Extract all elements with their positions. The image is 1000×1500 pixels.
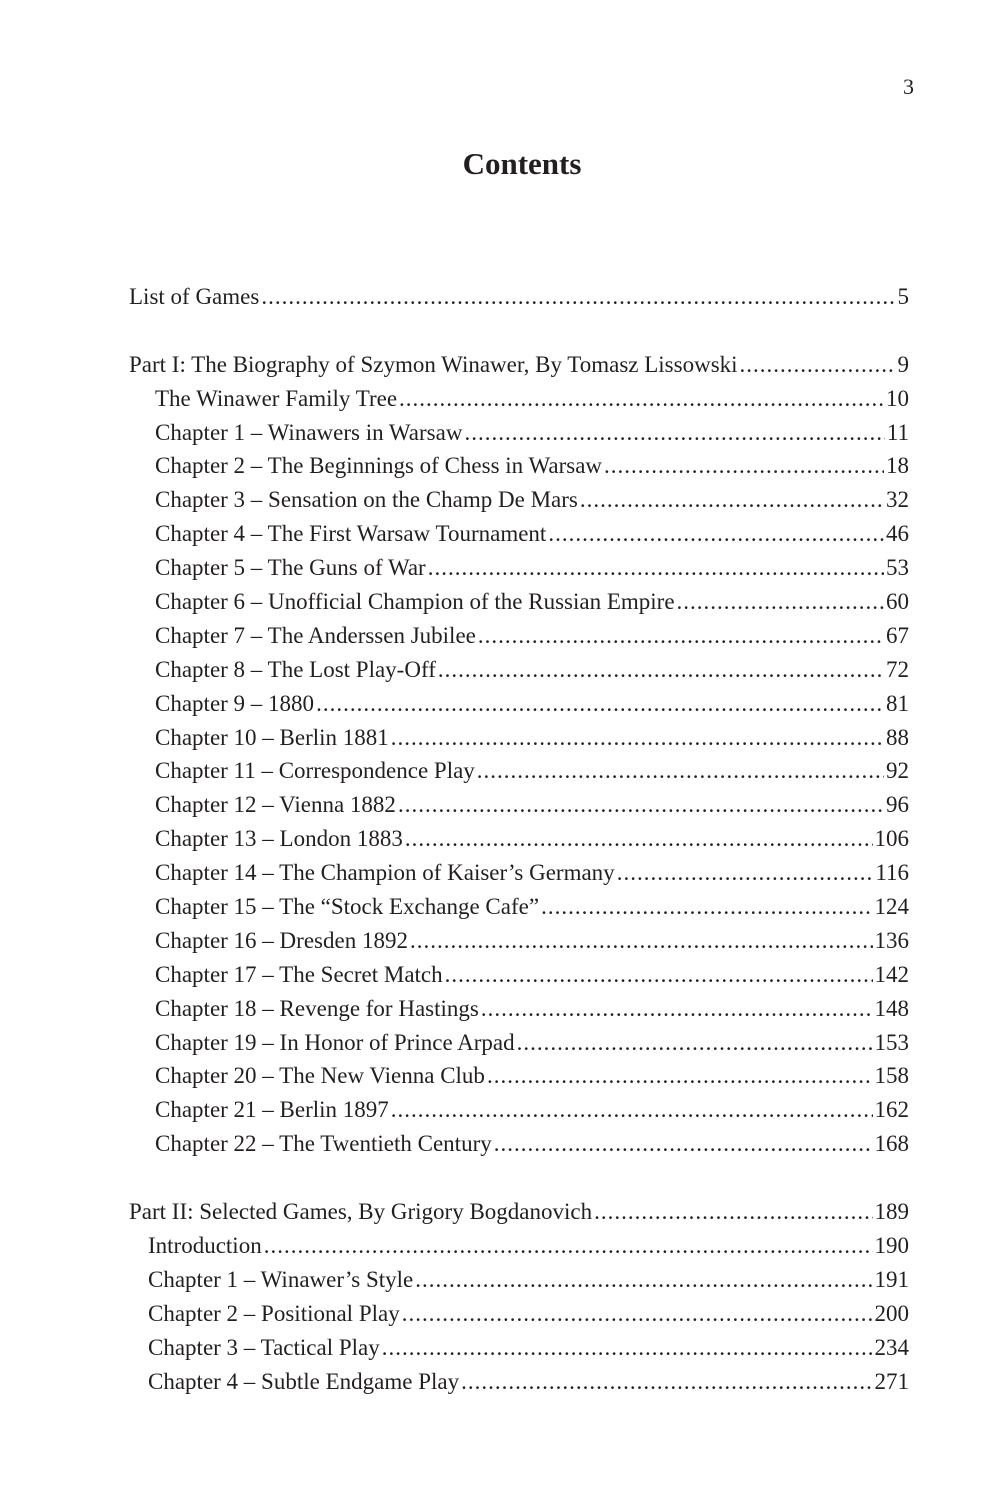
toc-entry[interactable] — [129, 551, 909, 585]
dot-leader — [541, 890, 872, 924]
toc-entry-page: 191 — [874, 1266, 909, 1292]
dot-leader — [740, 348, 896, 382]
toc-entry-label: Part I: The Biography of Szymon Winawer, By Tomasz Lissowski — [129, 351, 738, 377]
toc-entry[interactable] — [129, 992, 909, 1026]
toc-entry-page: 72 — [886, 656, 909, 682]
toc-entry[interactable] — [129, 449, 909, 483]
toc-entry-label: List of Games — [129, 284, 260, 309]
toc-entry-label: Chapter 4 – Subtle Endgame Play — [148, 1368, 460, 1394]
toc-entry-label: Chapter 6 – Unofficial Champion of the Russian Empire — [155, 589, 675, 615]
dot-leader — [261, 280, 895, 314]
dot-leader — [594, 1195, 872, 1229]
toc-entry-page: 153 — [874, 1029, 909, 1055]
toc-entry[interactable] — [129, 788, 909, 822]
toc-entry-page: 10 — [886, 385, 909, 411]
toc-entry[interactable] — [129, 1195, 909, 1229]
toc-entry-page: 46 — [886, 521, 909, 547]
toc-entry[interactable] — [129, 1365, 909, 1399]
toc-entry-page: 11 — [886, 419, 909, 445]
toc-entry-page: 124 — [874, 894, 909, 920]
toc-entry-label: Chapter 1 – Winawer’s Style — [148, 1266, 414, 1292]
toc-entry-label: Introduction — [148, 1232, 262, 1258]
toc-entry[interactable] — [129, 958, 909, 992]
toc-entry-page: 81 — [886, 690, 909, 716]
toc-entry-label: Chapter 7 – The Anderssen Jubilee — [155, 622, 476, 648]
toc-entry-label: Chapter 4 – The First Warsaw Tournament — [155, 521, 547, 547]
toc-entry[interactable] — [129, 822, 909, 856]
toc-entry-page: 271 — [874, 1368, 909, 1394]
toc-entry-label: Chapter 3 – Tactical Play — [148, 1334, 380, 1360]
toc-entry[interactable] — [129, 517, 909, 551]
toc-entry-page: 5 — [897, 284, 909, 309]
toc-entry-label: Chapter 1 – Winawers in Warsaw — [155, 419, 463, 445]
toc-entry-page: 18 — [886, 453, 909, 479]
toc-entry-label: Chapter 5 – The Guns of War — [155, 555, 426, 581]
toc-entry-label: The Winawer Family Tree — [155, 385, 398, 411]
dot-leader — [405, 822, 873, 856]
dot-leader — [487, 1059, 873, 1093]
dot-leader — [604, 449, 884, 483]
dot-leader — [402, 1297, 873, 1331]
toc-entry[interactable] — [129, 1059, 909, 1093]
toc-entry[interactable] — [129, 1127, 909, 1161]
toc-entry-label: Chapter 13 – London 1883 — [155, 826, 403, 852]
dot-leader — [548, 517, 884, 551]
toc-entry-page: 60 — [886, 589, 909, 615]
toc-entry[interactable] — [129, 348, 909, 382]
toc-entry-label: Chapter 20 – The New Vienna Club — [155, 1063, 485, 1089]
toc-entry[interactable] — [129, 924, 909, 958]
toc-entry[interactable] — [129, 1093, 909, 1127]
toc-entry-label: Chapter 8 – The Lost Play-Off — [155, 656, 436, 682]
dot-leader — [445, 958, 873, 992]
toc-entry-label: Chapter 3 – Sensation on the Champ De Mars — [155, 487, 578, 513]
section-gap — [129, 1161, 909, 1195]
toc-entry[interactable] — [129, 1263, 909, 1297]
toc-entry-label: Chapter 21 – Berlin 1897 — [155, 1097, 389, 1123]
dot-leader — [410, 924, 873, 958]
toc-entry-page: 9 — [897, 351, 909, 377]
toc-entry-label: Chapter 16 – Dresden 1892 — [155, 927, 408, 953]
toc-entry-label: Chapter 19 – In Honor of Prince Arpad — [155, 1029, 515, 1055]
dot-leader — [382, 1331, 873, 1365]
toc-entry-label: Chapter 18 – Revenge for Hastings — [155, 995, 479, 1021]
toc-entry-label: Chapter 11 – Correspondence Play — [155, 758, 475, 784]
dot-leader — [264, 1229, 873, 1263]
toc-entry-page: 106 — [874, 826, 909, 852]
toc-entry-page: 53 — [886, 555, 909, 581]
toc-entry[interactable] — [129, 1297, 909, 1331]
dot-leader — [478, 619, 884, 653]
toc-entry-label: Chapter 14 – The Champion of Kaiser’s Germany — [155, 860, 615, 886]
toc-entry-page: 142 — [874, 961, 909, 987]
toc-entry[interactable] — [129, 280, 909, 314]
toc-entry-page: 67 — [886, 622, 909, 648]
toc-entry-page: 234 — [874, 1334, 909, 1360]
toc-entry[interactable] — [129, 1331, 909, 1365]
toc-entry-label: Chapter 22 – The Twentieth Century — [155, 1131, 492, 1157]
dot-leader — [477, 754, 884, 788]
dot-leader — [617, 856, 874, 890]
toc-entry-page: 158 — [874, 1063, 909, 1089]
dot-leader — [677, 585, 884, 619]
page-title: Contents — [462, 146, 582, 181]
toc-entry-label: Chapter 12 – Vienna 1882 — [155, 792, 396, 818]
page-number: 3 — [903, 74, 914, 99]
toc-entry-page: 32 — [886, 487, 909, 513]
dot-leader — [399, 382, 884, 416]
toc-entry[interactable] — [129, 754, 909, 788]
toc-entry[interactable] — [129, 416, 909, 450]
dot-leader — [517, 1026, 873, 1060]
dot-leader — [391, 721, 884, 755]
toc-entry-label: Chapter 2 – The Beginnings of Chess in Warsaw — [155, 453, 603, 479]
toc-entry-page: 96 — [886, 792, 909, 818]
toc-entry-page: 162 — [874, 1097, 909, 1123]
toc-entry[interactable] — [129, 483, 909, 517]
toc-entry-label: Chapter 17 – The Secret Match — [155, 961, 443, 987]
toc-entry-label: Chapter 15 – The “Stock Exchange Cafe” — [155, 894, 540, 920]
dot-leader — [580, 483, 884, 517]
dot-leader — [316, 687, 884, 721]
dot-leader — [428, 551, 884, 585]
toc-entry[interactable] — [129, 890, 909, 924]
toc-entry-page: 116 — [875, 860, 909, 886]
toc-entry-label: Part II: Selected Games, By Grigory Bogdanovich — [129, 1199, 593, 1225]
toc-entry[interactable] — [129, 687, 909, 721]
toc-entry-page: 200 — [874, 1300, 909, 1326]
toc-entry-label: Chapter 9 – 1880 — [155, 690, 315, 716]
section-gap — [129, 314, 909, 348]
toc-entry[interactable] — [129, 1229, 909, 1263]
dot-leader — [415, 1263, 872, 1297]
dot-leader — [398, 788, 884, 822]
toc-entry-page: 88 — [886, 724, 909, 750]
toc-entry-page: 190 — [874, 1232, 909, 1258]
table-of-contents — [129, 280, 909, 1398]
toc-entry[interactable] — [129, 1026, 909, 1060]
dot-leader — [464, 416, 884, 450]
toc-entry[interactable] — [129, 585, 909, 619]
toc-entry-label: Chapter 2 – Positional Play — [148, 1300, 400, 1326]
dot-leader — [461, 1365, 872, 1399]
toc-entry-page: 136 — [874, 927, 909, 953]
toc-entry[interactable] — [129, 721, 909, 755]
toc-entry[interactable] — [129, 653, 909, 687]
toc-entry-page: 168 — [874, 1131, 909, 1157]
dot-leader — [494, 1127, 873, 1161]
dot-leader — [438, 653, 884, 687]
toc-entry[interactable] — [129, 382, 909, 416]
toc-entry-label: Chapter 10 – Berlin 1881 — [155, 724, 389, 750]
toc-entry-page: 92 — [886, 758, 909, 784]
toc-entry-page: 189 — [874, 1199, 909, 1225]
toc-entry-page: 148 — [874, 995, 909, 1021]
toc-entry[interactable] — [129, 619, 909, 653]
dot-leader — [481, 992, 873, 1026]
dot-leader — [391, 1093, 873, 1127]
toc-entry[interactable] — [129, 856, 909, 890]
